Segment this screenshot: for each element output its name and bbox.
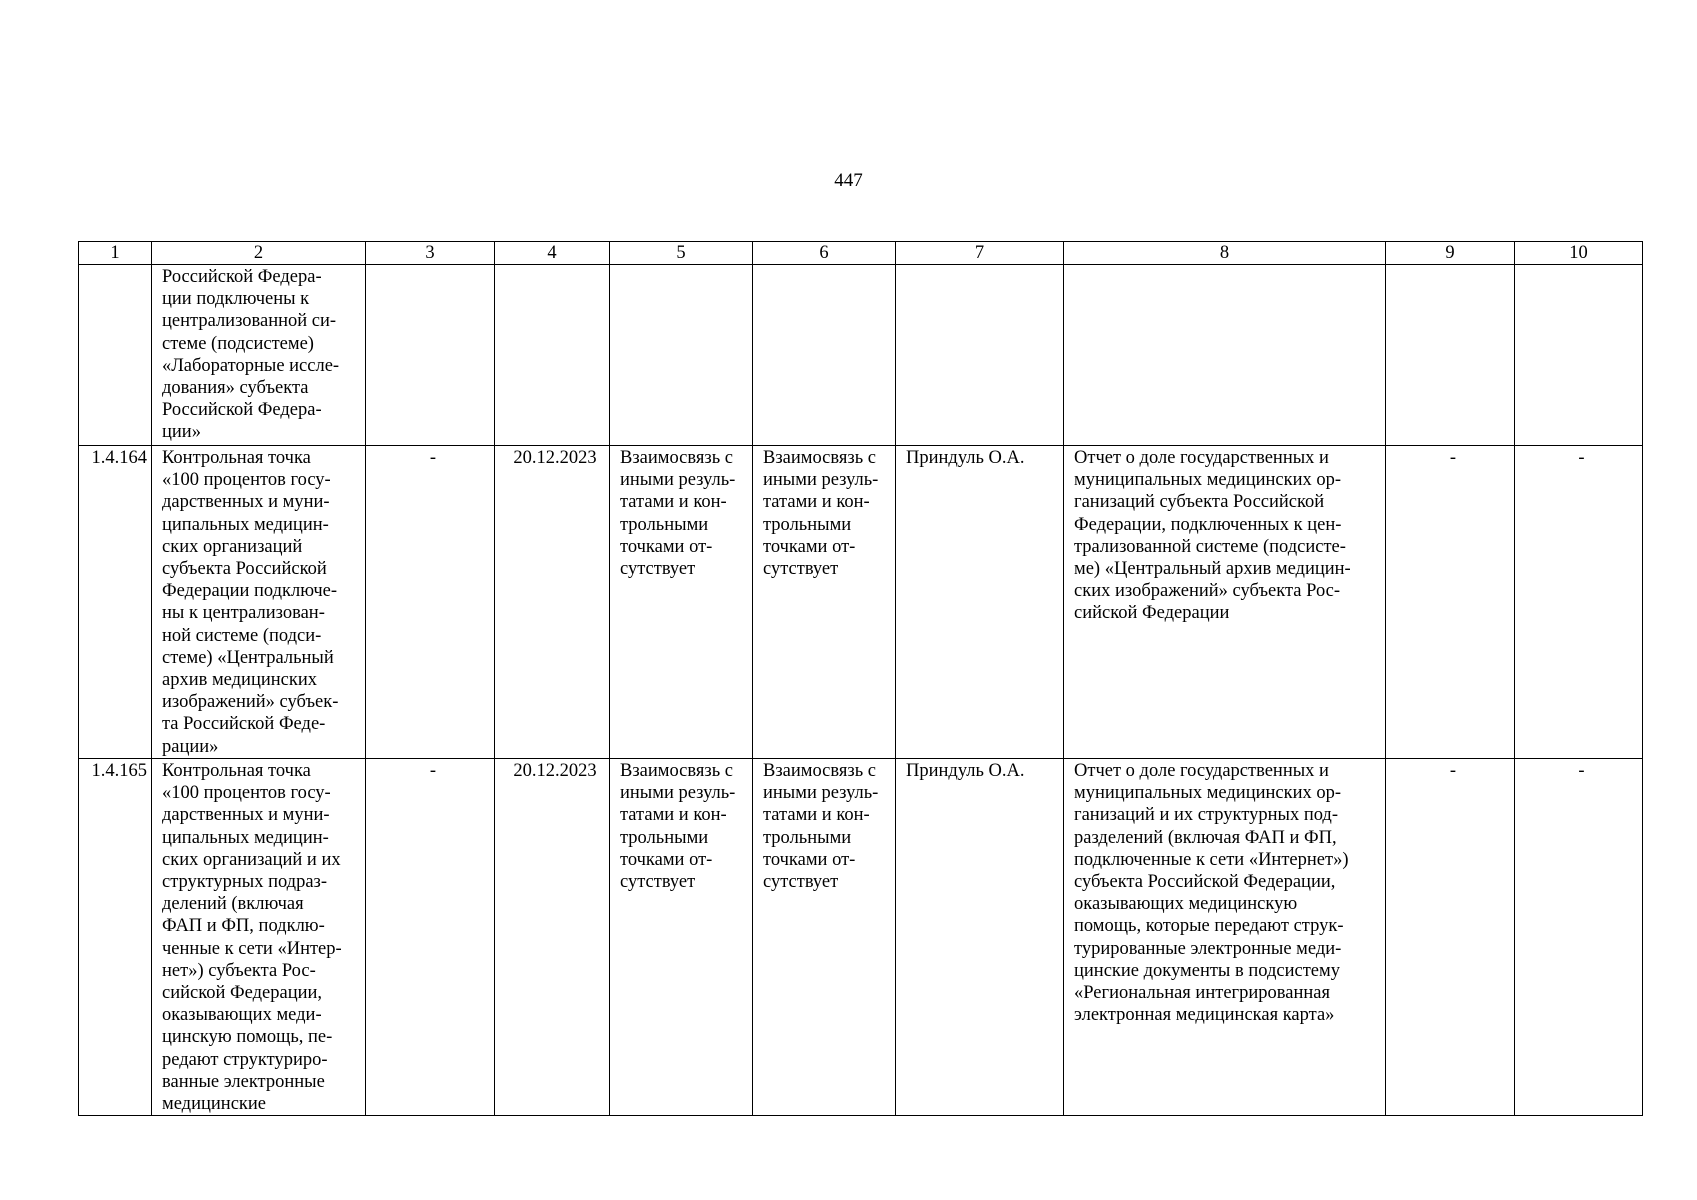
cell-number: 1.4.164 <box>79 446 152 759</box>
header-col-2: 2 <box>152 242 366 265</box>
cell-responsible: Приндуль О.А. <box>896 446 1064 759</box>
cell-responsible <box>896 265 1064 446</box>
cell-col9: - <box>1386 759 1515 1116</box>
table-row <box>79 446 1643 759</box>
header-col-3: 3 <box>366 242 495 265</box>
table-row <box>79 265 1643 446</box>
cell-col10: - <box>1515 759 1643 1116</box>
cell-responsible: Приндуль О.А. <box>896 759 1064 1116</box>
cell-col9: - <box>1386 446 1515 759</box>
cell-date <box>495 265 610 446</box>
header-col-5: 5 <box>610 242 753 265</box>
header-col-8: 8 <box>1064 242 1386 265</box>
cell-relation-6: Взаимосвязь с иными резуль- татами и кон- трольными точками от- сутствует <box>753 446 896 759</box>
cell-number: 1.4.165 <box>79 759 152 1116</box>
cell-name: Российской Федера- ции подключены к централизованной си- стеме (подсистеме) «Лабораторные иссле- дования» субъекта Российской Федера- ции» <box>152 265 366 446</box>
cell-col3: - <box>366 446 495 759</box>
cell-number <box>79 265 152 446</box>
cell-report: Отчет о доле государственных и муниципальных медицинских ор- ганизаций и их структурных под- разделений (включая ФАП и ФП, подключенные к сети «Интернет») субъекта Российской Федерации, оказывающих медицинскую помощь, которые передают струк- турированные электронные меди- цинские документы в подсистему «Региональная интегрированная электронная медицинская карта» <box>1064 759 1386 1116</box>
header-col-10: 10 <box>1515 242 1643 265</box>
page-number: 447 <box>834 170 863 191</box>
cell-report: Отчет о доле государственных и муниципальных медицинских ор- ганизаций субъекта Российской Федерации, подключенных к цен- трализованной системе (подсисте- ме) «Центральный архив медицин- ских изображений» субъекта Рос- сийской Федерации <box>1064 446 1386 759</box>
header-col-6: 6 <box>753 242 896 265</box>
cell-report <box>1064 265 1386 446</box>
cell-col10: - <box>1515 446 1643 759</box>
cell-relation-6 <box>753 265 896 446</box>
cell-relation-5 <box>610 265 753 446</box>
cell-name: Контрольная точка «100 процентов госу- дарственных и муни- ципальных медицин- ских организаций и их структурных подраз- делений (включая ФАП и ФП, подклю- ченные к сети «Интер- нет») субъекта Рос- сийской Федерации, оказывающих меди- цинскую помощь, пе- редают структуриро- ванные электронные медицинские <box>152 759 366 1116</box>
cell-date: 20.12.2023 <box>495 759 610 1116</box>
header-col-9: 9 <box>1386 242 1515 265</box>
header-row <box>79 242 1643 265</box>
cell-relation-6: Взаимосвязь с иными резуль- татами и кон- трольными точками от- сутствует <box>753 759 896 1116</box>
header-col-7: 7 <box>896 242 1064 265</box>
cell-date: 20.12.2023 <box>495 446 610 759</box>
cell-col10 <box>1515 265 1643 446</box>
header-col-1: 1 <box>79 242 152 265</box>
cell-col3 <box>366 265 495 446</box>
header-col-4: 4 <box>495 242 610 265</box>
cell-relation-5: Взаимосвязь с иными резуль- татами и кон- трольными точками от- сутствует <box>610 759 753 1116</box>
cell-name: Контрольная точка «100 процентов госу- дарственных и муни- ципальных медицин- ских организаций субъекта Российской Федерации подключе- ны к централизован- ной системе (подси- стеме) «Центральный архив медицинских изображений» субъек- та Российской Феде- рации» <box>152 446 366 759</box>
table-row <box>79 759 1643 1116</box>
control-points-table <box>78 241 1643 1116</box>
cell-relation-5: Взаимосвязь с иными резуль- татами и кон- трольными точками от- сутствует <box>610 446 753 759</box>
cell-col3: - <box>366 759 495 1116</box>
cell-col9 <box>1386 265 1515 446</box>
